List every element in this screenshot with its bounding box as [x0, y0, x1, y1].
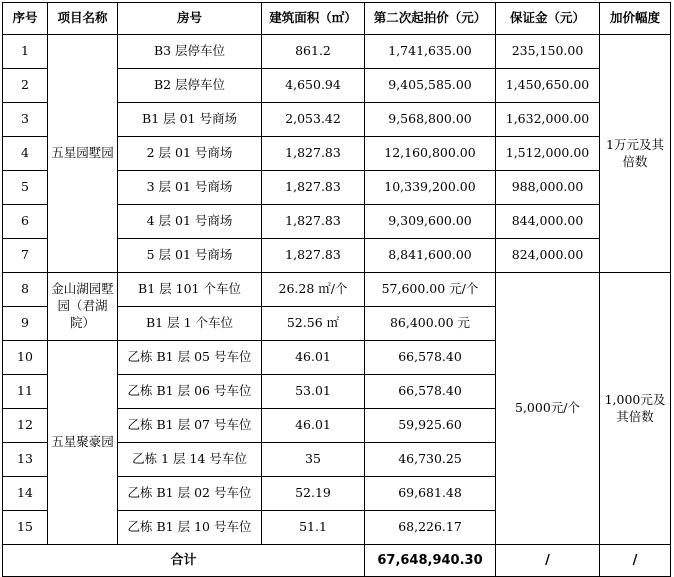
room: B1 层 101 个车位	[118, 273, 262, 307]
deposit: 824,000.00	[496, 239, 600, 273]
row-no: 4	[3, 137, 48, 171]
total-label: 合计	[3, 545, 365, 577]
room: 5 层 01 号商场	[118, 239, 262, 273]
price: 66,578.40	[365, 341, 496, 375]
row-no: 8	[3, 273, 48, 307]
room: 2 层 01 号商场	[118, 137, 262, 171]
header-increment: 加价幅度	[600, 3, 671, 35]
area: 861.2	[262, 35, 365, 69]
price: 9,568,800.00	[365, 103, 496, 137]
row-no: 9	[3, 307, 48, 341]
row-no: 12	[3, 409, 48, 443]
deposit: 844,000.00	[496, 205, 600, 239]
room: 乙栋 B1 层 10 号车位	[118, 511, 262, 545]
area: 53.01	[262, 375, 365, 409]
total-row	[3, 545, 671, 577]
price: 66,578.40	[365, 375, 496, 409]
row-no: 7	[3, 239, 48, 273]
project-name: 五星园墅园	[48, 35, 118, 273]
row-no: 13	[3, 443, 48, 477]
row-no: 10	[3, 341, 48, 375]
total-price: 67,648,940.30	[365, 545, 496, 577]
price: 86,400.00 元	[365, 307, 496, 341]
row-no: 1	[3, 35, 48, 69]
row-no: 14	[3, 477, 48, 511]
area: 1,827.83	[262, 171, 365, 205]
deposit: 1,450,650.00	[496, 69, 600, 103]
price: 1,741,635.00	[365, 35, 496, 69]
room: 乙栋 B1 层 06 号车位	[118, 375, 262, 409]
room: 乙栋 1 层 14 号车位	[118, 443, 262, 477]
room: B3 层停车位	[118, 35, 262, 69]
increment: 1万元及其倍数	[600, 35, 671, 273]
price: 69,681.48	[365, 477, 496, 511]
header-row	[3, 3, 671, 35]
header-area: 建筑面积（㎡）	[262, 3, 365, 35]
deposit: 1,632,000.00	[496, 103, 600, 137]
header-project: 项目名称	[48, 3, 118, 35]
deposit: 988,000.00	[496, 171, 600, 205]
project-name: 金山湖园墅园（君湖院）	[48, 273, 118, 341]
price: 10,339,200.00	[365, 171, 496, 205]
area: 4,650.94	[262, 69, 365, 103]
price: 59,925.60	[365, 409, 496, 443]
row-no: 6	[3, 205, 48, 239]
total-increment: /	[600, 545, 671, 577]
deposit: 5,000元/个	[496, 273, 600, 545]
header-room: 房号	[118, 3, 262, 35]
price: 9,309,600.00	[365, 205, 496, 239]
row-no: 3	[3, 103, 48, 137]
price: 46,730.25	[365, 443, 496, 477]
area: 1,827.83	[262, 205, 365, 239]
room: 3 层 01 号商场	[118, 171, 262, 205]
deposit: 1,512,000.00	[496, 137, 600, 171]
header-no: 序号	[3, 3, 48, 35]
room: B1 层 01 号商场	[118, 103, 262, 137]
row-no: 2	[3, 69, 48, 103]
deposit: 235,150.00	[496, 35, 600, 69]
price: 8,841,600.00	[365, 239, 496, 273]
area: 35	[262, 443, 365, 477]
price: 9,405,585.00	[365, 69, 496, 103]
auction-table	[2, 2, 671, 577]
area: 52.56 ㎡	[262, 307, 365, 341]
price: 12,160,800.00	[365, 137, 496, 171]
area: 1,827.83	[262, 239, 365, 273]
area: 52.19	[262, 477, 365, 511]
area: 46.01	[262, 409, 365, 443]
area: 26.28 ㎡/个	[262, 273, 365, 307]
row-no: 11	[3, 375, 48, 409]
area: 46.01	[262, 341, 365, 375]
area: 2,053.42	[262, 103, 365, 137]
total-deposit: /	[496, 545, 600, 577]
room: B2 层停车位	[118, 69, 262, 103]
room: 乙栋 B1 层 05 号车位	[118, 341, 262, 375]
room: B1 层 1 个车位	[118, 307, 262, 341]
room: 4 层 01 号商场	[118, 205, 262, 239]
area: 51.1	[262, 511, 365, 545]
table-row	[3, 273, 671, 307]
price: 57,600.00 元/个	[365, 273, 496, 307]
price: 68,226.17	[365, 511, 496, 545]
area: 1,827.83	[262, 137, 365, 171]
room: 乙栋 B1 层 07 号车位	[118, 409, 262, 443]
header-price: 第二次起拍价（元）	[365, 3, 496, 35]
row-no: 15	[3, 511, 48, 545]
table-row	[3, 35, 671, 69]
project-name: 五星聚豪园	[48, 341, 118, 545]
room: 乙栋 B1 层 02 号车位	[118, 477, 262, 511]
header-deposit: 保证金（元）	[496, 3, 600, 35]
row-no: 5	[3, 171, 48, 205]
increment: 1,000元及其倍数	[600, 273, 671, 545]
